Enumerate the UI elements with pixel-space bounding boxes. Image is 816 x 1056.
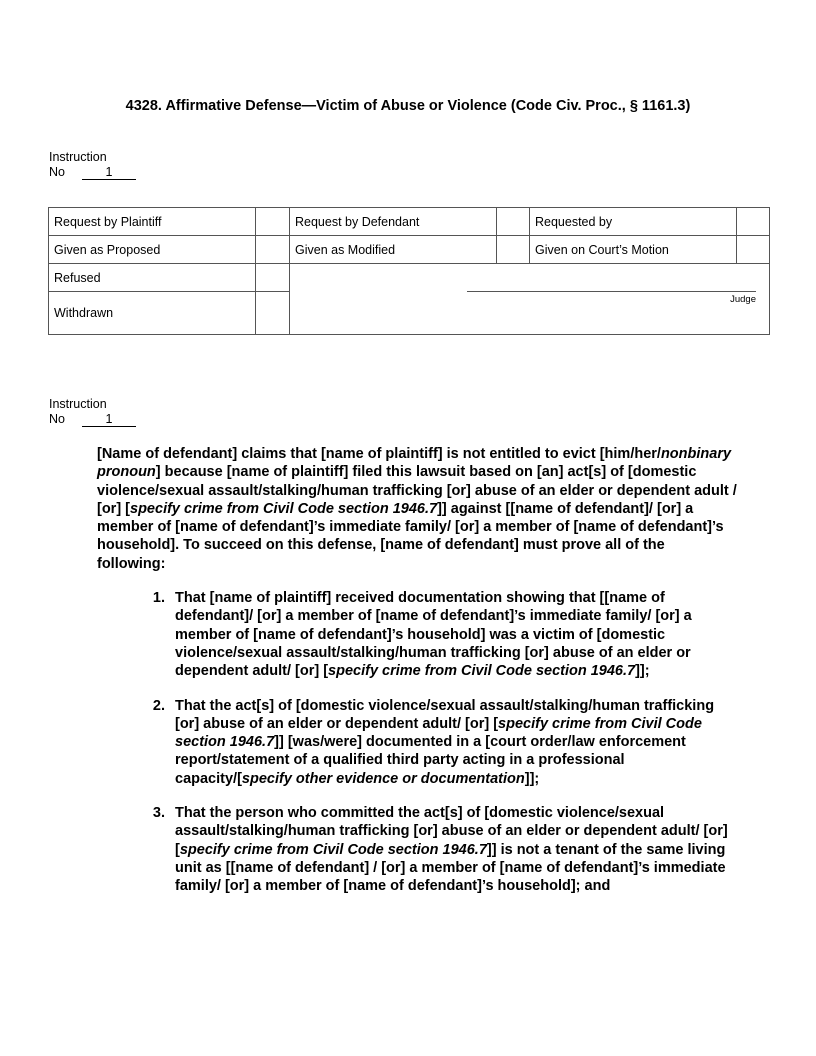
- element-item-1: 1. That [name of plaintiff] received documentation showing that [[name of defendant]/ [or] a member of [name of defendant]’s immediate family/ [or] a member of [name of defendant]’s household] was a victim of [domestic violence/sexual assault/stalking/human trafficking [or] abuse of an elder or dependent adult/ [or] [specify crime from Civil Code section 1946.7]];: [169, 589, 737, 680]
- instruction-number-header-2: [49, 397, 136, 427]
- request-by-plaintiff-label: Request by Plaintiff: [49, 208, 256, 236]
- instruction-label-2: Instruction: [49, 397, 107, 411]
- given-as-proposed-label: Given as Proposed: [49, 236, 256, 264]
- elements-list: [97, 589, 737, 895]
- intro-paragraph: [Name of defendant] claims that [name of plaintiff] is not entitled to evict [him/her/nonbinary pronoun] because [name of plaintiff] filed this lawsuit based on [an] act[s] of [domestic violence/sexual assault/stalking/human trafficking [or] abuse of an elder or dependent adult / [or] [specify crime from Civil Code section 1946.7]] against [[name of defendant]/ [or] a member of [name of defendant]’s immediate family/ [or] a member of [name of defendant]’s household]. To succeed on this defense, [name of defendant] must prove all of the following:: [97, 446, 737, 572]
- instruction-number: 1: [82, 165, 136, 180]
- judge-signature-area: [290, 264, 770, 335]
- requested-by-label: Requested by: [530, 208, 737, 236]
- given-as-modified-label: Given as Modified: [290, 236, 497, 264]
- no-label: No: [49, 165, 65, 179]
- instruction-title: 4328. Affirmative Defense—Victim of Abuse or Violence (Code Civ. Proc., § 1161.3): [125, 98, 691, 114]
- given-as-modified-checkbox[interactable]: [497, 236, 530, 264]
- instruction-number-2: 1: [82, 412, 136, 427]
- judge-signature-line[interactable]: [467, 291, 756, 292]
- judge-label: Judge: [730, 294, 756, 305]
- request-table: [48, 207, 770, 335]
- withdrawn-label: Withdrawn: [49, 292, 256, 335]
- refused-label: Refused: [49, 264, 256, 292]
- no-label-2: No: [49, 412, 65, 426]
- requested-by-checkbox[interactable]: [737, 208, 770, 236]
- request-by-defendant-label: Request by Defendant: [290, 208, 497, 236]
- given-on-courts-motion-checkbox[interactable]: [737, 236, 770, 264]
- request-by-plaintiff-checkbox[interactable]: [256, 208, 290, 236]
- instruction-label: Instruction: [49, 150, 107, 164]
- instruction-body: [97, 445, 737, 912]
- given-on-courts-motion-label: Given on Court’s Motion: [530, 236, 737, 264]
- element-item-3: 3. That the person who committed the act[s] of [domestic violence/sexual assault/stalking/human trafficking [or] abuse of an elder or dependent adult/ [or] [specify crime from Civil Code section 1946.7]] is not a tenant of the same living unit as [[name of defendant] / [or] a member of [name of defendant]’s immediate family/ [or] a member of [name of defendant]’s household]; and: [169, 804, 737, 895]
- request-by-defendant-checkbox[interactable]: [497, 208, 530, 236]
- element-item-2: 2. That the act[s] of [domestic violence/sexual assault/stalking/human trafficking [or] abuse of an elder or dependent adult/ [or] [specify crime from Civil Code section 1946.7]] [was/were] documented in a [court order/law enforcement report/statement of a qualified third party acting in a professional capacity/[specify other evidence or documentation]];: [169, 697, 737, 788]
- given-as-proposed-checkbox[interactable]: [256, 236, 290, 264]
- refused-checkbox[interactable]: [256, 264, 290, 292]
- instruction-number-header: [49, 150, 136, 180]
- withdrawn-checkbox[interactable]: [256, 292, 290, 335]
